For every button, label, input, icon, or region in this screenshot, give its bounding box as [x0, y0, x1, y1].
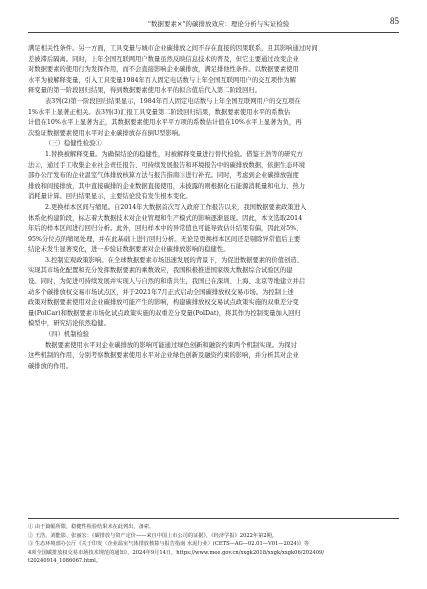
- text-line: （三）稳健性检验①: [45, 140, 102, 148]
- text-line: 对数据要素的使用行为发挥作用，而不会直接影响企业碳排放，满足排他性条件。以数据要素使用: [28, 66, 299, 74]
- text-line: 模型中，研究结论依然稳健。: [28, 320, 110, 328]
- running-header: [28, 18, 399, 33]
- footnotes: [28, 518, 399, 566]
- text-line: 1.替换被解释变量。为确保结论的稳健性，对被解释变量进行替代检验。借鉴王浩等的研究方: [45, 150, 303, 158]
- running-title: "数据要素×"的碳排放效应：理论分析与实证检验: [148, 20, 290, 28]
- text-line: 2.更换样本区间与缩尾。自2014年大数据首次写入政府工作报告以来，我国数据要素政策进入: [45, 203, 307, 211]
- text-line: 政策对数据要素使用对企业碳排放可能产生的影响，构建碳排放权交易试点政策实施的双重差分变: [28, 299, 299, 307]
- text-line: 这些机制的作用，分别考察数据要素使用水平对企业绿色创新及融资约束的影响，并分析其对企业: [28, 352, 299, 360]
- text-line: 动多个碳排放权交易市场试点区，并于2021年7月正式启动全国碳排放权交易市场。为控制上述: [28, 288, 294, 296]
- text-line: 年后的样本区间进行回归分析。此外，回归样本中的异常值也可能导致估计结果有偏，因此对5%、: [28, 225, 303, 233]
- page-number: 85: [390, 16, 399, 26]
- text-line: 法②，通过手工收集企业社会责任报告、可持续发展报告和环境报告中的碳排放数据，依据生态环境: [28, 161, 306, 169]
- body-text: [28, 44, 399, 372]
- footnote: ③ 生态环境部办公厅《关于印发〈企业温室气体排放核算与报告指南 水泥行业〉(CETS—AG—02.01—V01—2024)》等: [28, 541, 310, 548]
- text-line: 差被滞后隔离。同时，上年全国互联网用户数量虽然反映信息技术的普及，但它主要通过改变企业: [28, 55, 299, 63]
- text-line: 部办公厅发布的企业温室气体排放核算方法与报告指南③进行补充。同时，考虑到企业碳排放强度: [28, 172, 299, 180]
- text-line: 结论未发生显著变化，进一步验证数据要素对企业碳排放影响的稳健性。: [28, 246, 230, 254]
- text-line: 次验证数据要素使用水平对企业碳排放存在倒U型影响。: [28, 129, 185, 137]
- footnote: t20240914_1086067.html。: [28, 558, 102, 565]
- text-line: 3.控制宏观政策影响。在全球数据要素市场迅速发展的背景下，为促进数据要素的价值创造、: [45, 256, 303, 264]
- text-line: 体系化构建阶段，标志着大数据技术对企业管理和生产模式的影响逐渐显现。因此，本文选取2014: [28, 214, 303, 222]
- footnote: ① 由于篇幅所限，稳健性检验结果未在此列出，备索。: [28, 524, 155, 530]
- text-line: 水平为被解释变量，引入工具变量1984年百人固定电话数与上年全国互联网用户的交互项作为解: [28, 76, 296, 84]
- text-line: 计值在10%水平上显著为正，其数据要素使用水平平方项的系数估计值在10%水平上显著为负，再: [28, 119, 302, 127]
- text-line: 表3列(2)第一阶段回归结果显示，1984年百人固定电话数与上年全国互联网用户的交互项在: [45, 97, 301, 105]
- text-line: 排放和间接排放，其中直接碳排的企业数据直接使用，未披露的则根据化石能源消耗量和电力、热力: [28, 182, 306, 190]
- text-line: 95%分位点的缩尾处理，并在此基础上进行回归分析。无论是更换样本区间还是剔除异常值后主要: [28, 235, 301, 243]
- text-line: 消耗量计算。回归结果显示，主要结论没有发生根本变化。: [28, 193, 192, 201]
- text-line: 量(PolCar)和数据要素市场化试点政策实施的双重差分变量(PolDat)，将其作为控制变量加入回归: [28, 309, 301, 317]
- footnote: 4项全国碳排放权交易市场技术规范的通知》，2024年9月14日，https://www.mee.gov.cn/xxgk2018/xxgk/xxgk06/202409/: [28, 549, 325, 556]
- footnote: ② 王浩、刘能影、张丽宏：《碳排放与资产定价——来自中国上市公司的证据》，《经济学报》2022年第2期。: [28, 532, 277, 539]
- text-line: 满足相关性条件。另一方面，工具变量与城市企业碳排放之间不存在直接的因果联系，且其影响通过时间: [28, 45, 318, 52]
- text-line: 碳排放的作用。: [28, 362, 73, 370]
- text-line: 设。同时，为促进可持续发展并实现人与自然的和谐共生，我国已在深圳、上海、北京等地建立并启: [28, 278, 306, 286]
- text-line: （四）机制检验: [45, 331, 90, 339]
- text-line: 释变量的第一阶段回归结果，得到数据要素使用水平的拟合值后代入第二阶段回归。: [28, 87, 261, 95]
- text-line: 实现其市场化配置和充分发挥数据要素的乘数效应，我国积极推进国家级大数据综合试验区的建: [28, 267, 293, 275]
- text-line: 1%水平上显著正相关。表3列(3)汇报工具变量第二阶段回归结果，数据要素使用水平的系数估: [28, 108, 291, 116]
- text-line: 数据要素使用水平对企业碳排放的影响可能通过绿色创新和融资约束两个机制实现。为探讨: [45, 341, 297, 349]
